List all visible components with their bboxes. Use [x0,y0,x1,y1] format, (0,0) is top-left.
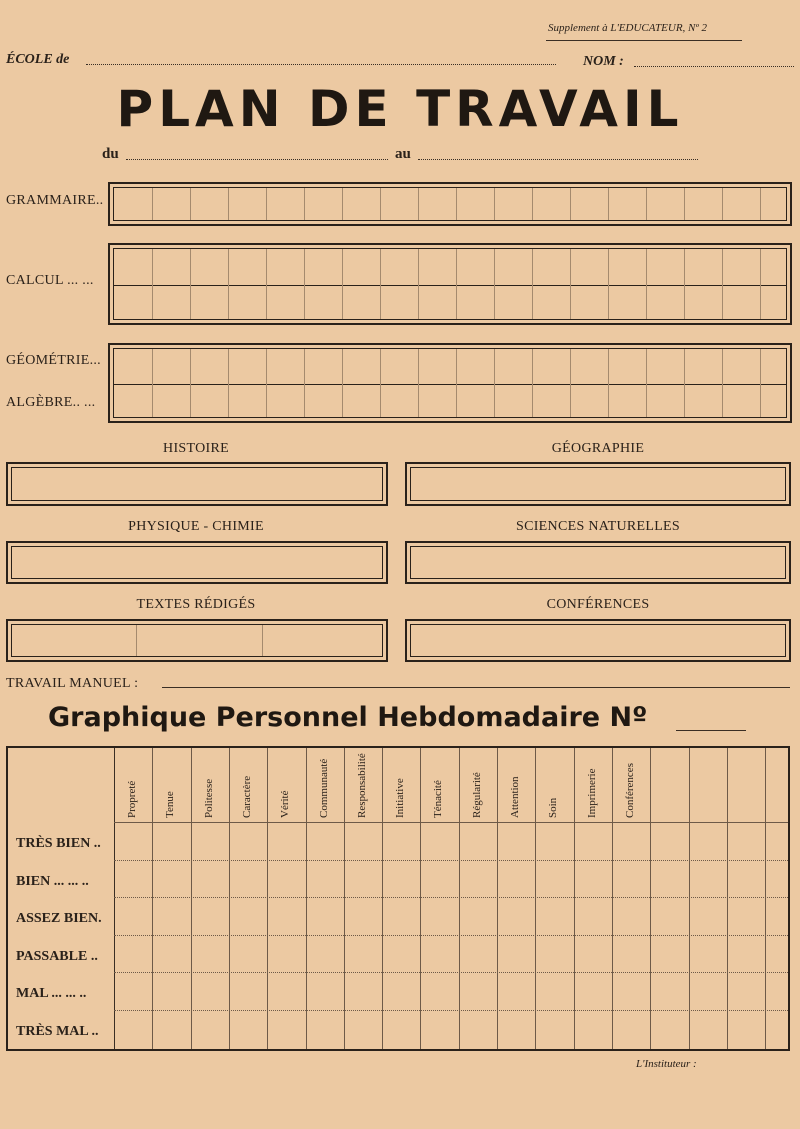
column-header: Politesse [202,778,215,818]
row-label: PASSABLE .. [16,948,98,964]
grid-column-line [229,748,230,1049]
grid-column-line [344,748,345,1049]
du-field[interactable] [126,159,388,160]
grid-column-line [765,748,766,1049]
geographie-label: GÉOGRAPHIE [551,441,645,456]
column-header: Tenue [164,791,177,818]
grammaire-label: GRAMMAIRE.. [6,193,104,208]
calcul-box[interactable] [108,243,792,325]
physique-label: PHYSIQUE - CHIMIE [128,519,264,534]
column-header: Propreté [126,780,138,818]
grid-column-line [306,748,307,1049]
ecole-label: ÉCOLE de [6,52,70,67]
evaluation-grid [6,746,790,1051]
ecole-field[interactable] [86,64,556,65]
graph-title: Graphique Personnel Hebdomadaire Nº [48,702,648,733]
row-label: ASSEZ BIEN. [16,911,102,926]
nom-label: NOM : [583,54,624,69]
column-header: Vérité [279,790,292,818]
algebre-label: ALGÈBRE.. ... [6,395,96,410]
grid-column-line [191,748,192,1049]
grid-column-line [727,748,728,1049]
page-title: PLAN DE TRAVAIL [116,80,684,138]
column-header: Responsabilité [355,753,368,818]
grid-column-line [612,748,613,1049]
grid-column-line [152,748,153,1049]
grid-column-line [382,748,383,1049]
grid-column-line [420,748,421,1049]
grid-row-line [114,897,788,898]
supplement-note: Supplement à L'EDUCATEUR, Nº 2 [548,22,708,34]
grid-row-line [114,1010,788,1011]
histoire-box[interactable] [6,462,388,506]
row-label: MAL ... ... .. [16,986,87,1001]
travail-manuel-label: TRAVAIL MANUEL : [6,676,139,691]
signature-label: L'Instituteur : [636,1058,697,1070]
column-header: Caractère [240,775,253,818]
grid-row-line [114,860,788,861]
conferences-box[interactable] [405,619,791,662]
column-header: Soin [547,797,560,818]
grid-column-line [574,748,575,1049]
calcul-inner [113,248,787,320]
column-header: Initiative [394,778,407,818]
geometrie-algebre-box[interactable] [108,343,792,423]
grammaire-box[interactable] [108,182,792,226]
row-label: TRÈS MAL .. [16,1023,99,1039]
grid-row-line [114,972,788,973]
textes-label: TEXTES RÉDIGÉS [136,597,256,612]
column-header: Communauté [317,758,330,818]
grid-label-divider [114,748,115,1049]
row-label: BIEN ... ... .. [16,873,89,889]
au-label: au [395,146,411,162]
grid-header-line [114,822,788,823]
sciences-box[interactable] [405,541,791,584]
row-label: TRÈS BIEN .. [16,836,101,851]
grid-column-line [650,748,651,1049]
histoire-label: HISTOIRE [163,441,229,456]
travail-manuel-field[interactable] [162,687,790,688]
geometrie-label: GÉOMÉTRIE... [6,353,101,368]
geometrie-algebre-inner [113,348,787,418]
column-header: Imprimerie [585,768,598,818]
column-header: Ténacité [432,780,445,818]
column-header: Attention [509,776,521,818]
calcul-label: CALCUL ... ... [6,273,94,288]
du-label: du [102,146,119,162]
au-field[interactable] [418,159,698,160]
grid-column-line [459,748,460,1049]
grid-column-line [535,748,536,1049]
nom-field[interactable] [634,66,794,67]
physique-box[interactable] [6,541,388,584]
column-header: Conférences [623,763,636,818]
textes-box[interactable] [6,619,388,662]
sciences-label: SCIENCES NATURELLES [516,519,680,534]
grammaire-inner [113,187,787,221]
grid-column-line [497,748,498,1049]
grid-column-line [267,748,268,1049]
grid-column-line [689,748,690,1049]
supplement-underline [546,40,742,41]
column-header: Régularité [470,772,483,818]
geographie-box[interactable] [405,462,791,506]
graph-number-field[interactable] [676,730,746,731]
conferences-label: CONFÉRENCES [546,597,650,612]
grid-row-line [114,935,788,936]
